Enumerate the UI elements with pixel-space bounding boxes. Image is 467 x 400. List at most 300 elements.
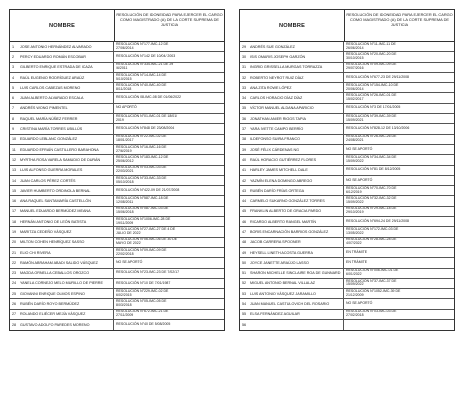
candidate-name: RUBÉN DARÍO FRÍAS ORTEGA [250,188,305,193]
resolution-text: RESOLUCIÓN N°828-12 DE 13/10/2006 [346,126,410,131]
resolution-text: 6/02/2015 [116,292,132,297]
row-number: 13 [12,168,17,173]
resolution-cell [344,227,454,236]
resolution-text: RESOLUCIÓN N°154-IMC-10 DE [346,83,399,87]
candidate-name: ELIO CHI RIVERA [20,250,51,255]
row-number: 54 [242,302,247,307]
candidate-name: LUIS ANTONIO VÁSQUEZ JARAMILLO [250,291,316,296]
resolution-text: RESOLUCIÓN N°81 DE 8/12/2005 [346,167,401,172]
candidate-name: RUBÉN DARÍO ROYO BERMÚDEZ [20,302,80,307]
resolution-text: RESOLUCIÓN N°23-IMC-23 DE 7/02/17 [116,270,180,275]
candidate-cell [240,42,344,51]
row-number: 29 [242,44,247,49]
table-row [240,248,454,258]
table-row [10,83,224,93]
resolution-cell [344,83,454,92]
candidate-cell [240,114,344,123]
row-number: 33 [242,85,247,90]
table-row [240,269,454,279]
row-number: 48 [242,240,247,245]
resolution-cell [344,299,454,308]
resolution-text: RESOLUCIÓN N°006-IMC-01 DE [346,268,399,273]
resolution-cell [344,186,454,195]
row-number: 53 [242,291,247,296]
row-number: 38 [242,137,247,142]
resolution-column-header: RESOLUCIÓN DE IDONEIDAD PARA EJERCER EL CARGO COMO MAGISTRADO (A) DE LA CORTE SUPREMA DE JUSTICIA [116,12,223,27]
candidate-name: CRISTINA MARÍA TORRES UBILLÚS [20,127,83,132]
candidate-cell [240,299,344,308]
candidate-name: RAÚL EUGENIO RODRÍGUEZ ARAÚZ [20,75,85,80]
resolution-text: NO SE APORTÓ [346,146,373,151]
table-row [10,196,224,206]
resolution-cell [114,248,224,257]
resolution-text: 22/03/2021 [116,169,134,174]
name-column-header: NOMBRE [10,10,115,41]
candidate-name: ANA RAQUEL SANTAMARÍA CASTELLÓN [20,199,91,204]
candidate-name: ROLANDO ELIÉCER MEJÍA VÁSQUEZ [20,312,86,317]
resolution-text: RESOLUCIÓN N°29-IMC-18 DE [346,206,397,211]
resolution-text: RESOLUCIÓN N°06-IMC-06 DE 30 DE [116,237,178,242]
resolution-text: RESOLUCIÓN N°087-IMC-03 DE [116,206,169,211]
resolution-text: 15/09/2022 [346,282,364,287]
row-number: 27 [12,312,17,317]
candidate-name: ISIS OMARIS JOSEPH GARZÓN [250,54,306,59]
row-number: 23 [12,271,17,276]
table-header [240,10,454,42]
resolution-text: 15/09/2021 [346,117,364,122]
table-row [240,145,454,155]
candidate-cell [240,135,344,144]
resolution-cell [114,176,224,185]
resolution-text: RESOLUCIÓN N°16-IMC-16 DE [116,144,167,149]
resolution-text: 27/11/2009 [116,313,134,318]
candidate-name: JUAN ALBERTO ALVARADO ESCALA [20,96,84,101]
candidate-cell [10,310,114,319]
candidates-table-left [9,9,225,331]
resolution-cell [114,320,224,330]
table-row [240,176,454,186]
resolution-cell [344,269,454,278]
candidate-cell [240,289,344,298]
candidate-cell [240,196,344,205]
candidate-cell [10,42,114,51]
candidate-name: YANELA CORNEJO MELO MURILLO DE PIERRE [20,281,103,286]
table-row [240,310,454,320]
candidate-cell [10,207,114,216]
resolution-cell [344,155,454,164]
resolution-text: RESOLUCIÓN N°09-IMC-09 DE [346,62,397,67]
candidate-cell [10,124,114,133]
candidate-name: HARLEY JAMES MITCHELL DALE [250,168,308,173]
row-number: 39 [242,147,247,152]
row-number: 5 [12,85,15,90]
resolution-cell [114,104,224,113]
resolution-cell [114,227,224,236]
candidate-cell [10,248,114,257]
candidate-cell [240,248,344,257]
row-number: 51 [242,271,247,276]
resolution-text: 15/09/2022 [346,200,364,205]
row-number: 47 [242,229,247,234]
row-number: 19 [12,229,17,234]
candidate-name: JONATHAN ANIER RIGGS TAPIA [250,116,306,121]
candidate-cell [10,114,114,123]
resolution-text: RESOLUCIÓN N°422-09 DE 21/07/2008 [116,187,180,192]
resolution-text: 21/12/2009 [346,292,364,297]
candidate-name: CARMELO SUKARNO GONZÁLEZ TORRES [250,199,325,204]
candidate-name: VÍCTOR MANUEL ALDANA APARICIO [250,106,314,111]
name-column-header: NOMBRE [240,10,345,41]
resolution-cell [344,320,454,330]
row-number: 26 [12,302,17,307]
row-number: 20 [12,240,17,245]
resolution-text: RESOLUCIÓN N°03-IMC-03 DE [116,165,167,170]
resolution-text: 20/06/2014 [346,86,364,91]
candidate-name: ANA ZITA ROWE LÓPEZ [250,85,292,90]
table-row [10,310,224,320]
candidate-cell [10,104,114,113]
row-number: 11 [12,147,16,152]
resolution-text: 2019 [116,117,124,122]
resolution-cell [344,248,454,257]
candidate-cell [10,279,114,288]
table-row [10,145,224,155]
resolution-cell [344,93,454,102]
resolution-cell [114,299,224,308]
table-row [240,238,454,248]
resolution-text: NO APORTÓ [116,105,137,110]
resolution-cell [114,42,224,51]
table-row [10,63,224,73]
resolution-cell [344,289,454,298]
candidate-cell [10,93,114,102]
candidate-cell [10,258,114,267]
resolution-cell [114,207,224,216]
resolution-text: 26/06/2014 [346,45,364,50]
table-row [10,258,224,268]
candidate-cell [240,207,344,216]
candidate-name: JOYCE JANETTE ARAÚJO LASSO [250,260,309,265]
resolution-text: RESOLUCIÓN N°40-IMC-40 DE [116,83,167,87]
resolution-cell [114,269,224,278]
resolution-text: 8/03/2018 [116,303,132,308]
candidate-name: LUIS CARLOS CABEZAS MORENO [20,85,81,90]
row-number: 40 [242,157,247,162]
resolution-text: 15/09/2022 [346,158,364,163]
resolution-cell [344,238,454,247]
resolution-text: 27/02/2018 [346,313,364,318]
candidate-cell [10,166,114,175]
row-number: 10 [12,137,17,142]
candidate-cell [240,155,344,164]
resolution-text: 5/10/2015 [116,76,132,81]
resolution-text: RESOLUCIÓN N°334-IMC-21 DE 29 [116,62,174,67]
resolution-text: RESOLUCIÓN N°32-IMC-32 DE [346,196,397,201]
resolution-cell [344,166,454,175]
table-row [240,73,454,83]
table-header [10,10,224,42]
resolution-text: 15/02/2017 [346,97,364,102]
candidate-name: ANDRÉS WONG PIMENTEL [20,106,68,111]
resolution-cell [114,73,224,82]
resolution-text: RESOLUCIÓN N°70-IMC-70 DE [346,186,397,190]
resolution-cell [114,135,224,144]
candidate-name: MANUEL EDUARDO BERMÚDEZ MEANA [20,209,91,214]
resolution-cell [114,166,224,175]
table-row [240,93,454,103]
resolution-cell [114,145,224,154]
table-row [240,52,454,62]
candidate-name: HERNÁN ANTONIO DE LEÓN BATISTA [20,219,87,224]
table-row [10,73,224,83]
table-row [10,104,224,114]
row-number: 2 [12,54,15,59]
resolution-cell [344,63,454,72]
table-row [10,207,224,217]
table-row [10,227,224,237]
resolution-cell [114,196,224,205]
candidate-name: MILTON COHEN HENRÍQUEZ SASSO [20,240,85,245]
table-row [10,269,224,279]
resolution-cell [344,73,454,82]
resolution-cell [114,279,224,288]
candidate-name: YARA IVETTE CAMPO BERRÍO [250,127,304,132]
table-row [10,155,224,165]
resolution-text: RESOLUCIÓN N°20-IMC-20 DE [346,52,397,57]
resolution-text: 8/11/2018 [116,86,132,91]
resolution-text: 25/06/2012 [116,158,134,163]
candidate-cell [240,238,344,247]
table-row [240,289,454,299]
resolution-cell [114,63,224,72]
row-number: 4 [12,75,15,80]
table-row [10,135,224,145]
resolution-text: 12/08/2011 [116,200,134,205]
candidate-name: RICARDO ALBERTO RANGEL MARTÍN [250,219,317,224]
table-row [240,320,454,330]
table-row [240,135,454,145]
resolution-text: RESOLUCIÓN N°01-IMC-01 DE 18/01/ [116,114,178,118]
resolution-text: RESOLUCIÓN N°10 DE 7/01/1987 [116,280,171,285]
row-number: 6 [12,96,15,101]
candidate-cell [10,196,114,205]
table-row [240,258,454,268]
candidate-name: JUAN CARLOS PÉREZ CORTÉS [20,178,76,183]
candidate-name: SHARON MICHELLE SINCLAIRE ROA DE GUNNARD [250,271,341,276]
resolution-text: RESOLUCIÓN N°05-IMC-05 DE [116,299,167,304]
candidate-name: ANDRÉS SUE GONZÁLEZ [250,44,295,49]
candidate-cell [240,83,344,92]
row-number: 24 [12,281,17,286]
resolution-text: 15/06/2018 [116,210,134,215]
resolution-text: RESOLUCIÓN N°22-IMC-02 DE [116,134,167,139]
resolution-cell [344,124,454,133]
candidate-name: GILBERTO ENRIQUE ESTRADA DE ICAZA [20,65,93,70]
candidate-cell [240,145,344,154]
resolution-cell [344,104,454,113]
candidate-cell [240,176,344,185]
resolution-text: 6/01/2022 [346,272,362,277]
row-number: 31 [242,65,247,70]
candidate-name: JUAN MANUEL CASTULOVICH DEL ROSARIO [250,302,330,307]
resolution-cell [344,258,454,267]
candidate-name: MAGDA ORNELLA CEBALLOS OROZCO [20,271,90,276]
resolution-text: 13/05/2022 [346,230,364,235]
candidate-name: BORIS ENCARNACIÓN BARRIOS GONZÁLEZ [250,229,329,234]
candidate-cell [240,73,344,82]
table-row [10,299,224,309]
table-row [240,196,454,206]
candidate-name: JAVIER HUMBERTO ORDINOLA BERNAL [20,188,91,193]
resolution-text: RESOLUCIÓN N°27-IMC-27 DE 4 DE [116,227,176,232]
resolution-cell [344,279,454,288]
candidate-cell [240,217,344,226]
table-row [10,176,224,186]
candidate-name: CARLOS HORACIO DÍAZ DÍAZ [250,96,303,101]
table-row [240,114,454,124]
row-number: 12 [12,157,17,162]
resolution-text: RESOLUCIÓN N°229-IMC-02 DE [116,289,169,293]
candidate-name: PERCY EDUARDO ROMÁN ESCOBAR [20,54,86,59]
resolution-cell [114,217,224,226]
resolution-cell [114,238,224,247]
candidate-cell [10,217,114,226]
resolution-text: EN TRÁMITE [346,249,368,254]
row-number: 42 [242,178,247,183]
row-number: 7 [12,106,15,111]
table-row [10,248,224,258]
candidate-cell [240,227,344,236]
resolution-text: /6/2011 [116,66,128,71]
row-number: 49 [242,250,247,255]
candidate-name: GUSTAVO ADOLFO PAREDES MORENO [20,323,90,328]
resolution-text: RESOLUCIÓN N°37-IMC-37 DE [346,278,397,283]
row-number: 41 [242,168,247,173]
resolution-text: EN TRÁMITE [346,259,368,264]
row-number: 43 [242,188,247,193]
candidate-name: EDUARDO EFRAÍN CASTILLERO BARAHONA [20,147,99,152]
table-row [10,52,224,62]
resolution-cell [344,42,454,51]
candidate-name: RAÚL HORACIO GUTIÉRREZ FLORES [250,157,317,162]
candidate-name: RAMÓN ABRAHAM ABADI SALIDO VÁSQUEZ [20,260,98,265]
candidate-cell [240,104,344,113]
candidate-cell [10,63,114,72]
resolution-text: RESOLUCIÓN N°09-IMC-09 DE [116,247,167,252]
candidate-cell [10,289,114,298]
resolution-cell [344,207,454,216]
resolution-cell [114,114,224,123]
table-row [10,42,224,52]
table-row [240,124,454,134]
resolution-cell [344,52,454,61]
resolution-text: RESOLUCIÓN N°26-IMC-26 DE [346,134,397,139]
candidate-name: JOSÉ FÉLIX CÁRDENAS NG [250,147,299,152]
resolution-text: 24/08/2021 [346,138,364,143]
resolution-text: RESOLUCIÓN N°03-IMC-03 DE [346,309,397,314]
resolution-text: 22/02/2018 [116,251,134,256]
candidate-name: YAZMÍN ELENA DOMINGO ABREGO [250,178,313,183]
table-row [10,238,224,248]
candidate-cell [10,52,114,61]
resolution-text: RESOLUCIÓN 08-IMC-08 DE 01/06/2022 [116,95,181,100]
table-row [240,186,454,196]
resolution-text: RESOLUCIÓN N°14-IMC-14 DE [116,72,167,77]
table-row [10,320,224,330]
row-number: 36 [242,116,247,121]
candidate-cell [10,186,114,195]
candidate-cell [10,227,114,236]
resolution-text: RESOLUCIÓN N°1006-IMC-28 DE [116,217,171,221]
row-number: 35 [242,106,247,111]
candidate-name: LUIS ALFONSO GUERRA MORALES [20,168,83,173]
table-row [10,124,224,134]
resolution-text: RESOLUCIÓN N°677-23 DE 29/11/2008 [346,74,410,79]
row-number: 16 [12,199,17,204]
row-number: 9 [12,127,15,132]
table-row [240,217,454,227]
resolution-text: RESOLUCIÓN N°672-IMC-21 DE [116,309,169,314]
resolution-text: RESOLUCIÓN N°3 DE 17/01/2005 [346,105,401,110]
row-number: 25 [12,291,17,296]
candidate-cell [10,176,114,185]
candidate-cell [240,93,344,102]
candidate-name: MYRTHA ROSA VARELA SAMUDIO DE DURÁN [20,157,101,162]
resolution-text: RESOLUCIÓN N°177-IMC-12 DE [116,42,169,46]
row-number: 46 [242,219,247,224]
row-number: 34 [242,96,247,101]
resolution-text: 19/11/2009 [116,220,134,225]
resolution-column-header: RESOLUCIÓN DE IDONEIDAD PARA EJERCER EL CARGO COMO MAGISTRADO (A) DE LA CORTE SUPREMA DE JUSTICIA [346,12,453,27]
row-number: 45 [242,209,247,214]
row-number: 30 [242,54,247,59]
resolution-cell [114,83,224,92]
resolution-cell [344,310,454,319]
resolution-cell [114,93,224,102]
candidate-cell [10,299,114,308]
candidate-name: ILDEFONSO SUIRA FRANCO [250,137,300,142]
candidate-cell [240,310,344,319]
table-row [10,114,224,124]
table-row [240,155,454,165]
candidate-name: ELSA FERNÁNDEZ AGUILAR [250,312,300,317]
table-row [240,83,454,93]
resolution-text: NO SE APORTÓ [346,177,373,182]
resolution-text: JULIO DE 2022 [116,230,141,235]
table-row [10,217,224,227]
row-number: 8 [12,116,15,121]
resolution-text: RESOLUCIÓN N°34-IMC-34 DE [346,155,397,159]
candidate-cell [10,320,114,330]
resolution-cell [114,52,224,61]
candidate-cell [10,155,114,164]
row-number: 21 [12,250,17,255]
resolution-cell [344,217,454,226]
candidate-cell [240,186,344,195]
candidate-cell [10,135,114,144]
resolution-text: NO SE APORTÓ [346,301,373,306]
resolution-text: RESOLUCIÓN N°39-IMC-39 DE [346,114,397,118]
table-row [240,207,454,217]
resolution-text: MAYO DE 2022 [116,241,141,246]
row-number: 18 [12,219,17,224]
row-number: 52 [242,281,247,286]
candidate-name: EDUARDO LEBLANC GONZÁLEZ [20,137,78,142]
candidate-name: MARITZA CEDEÑO VÁSQUEZ [20,229,72,234]
table-row [240,279,454,289]
candidate-cell [10,73,114,82]
resolution-text: 30/10/2015 [346,55,364,60]
